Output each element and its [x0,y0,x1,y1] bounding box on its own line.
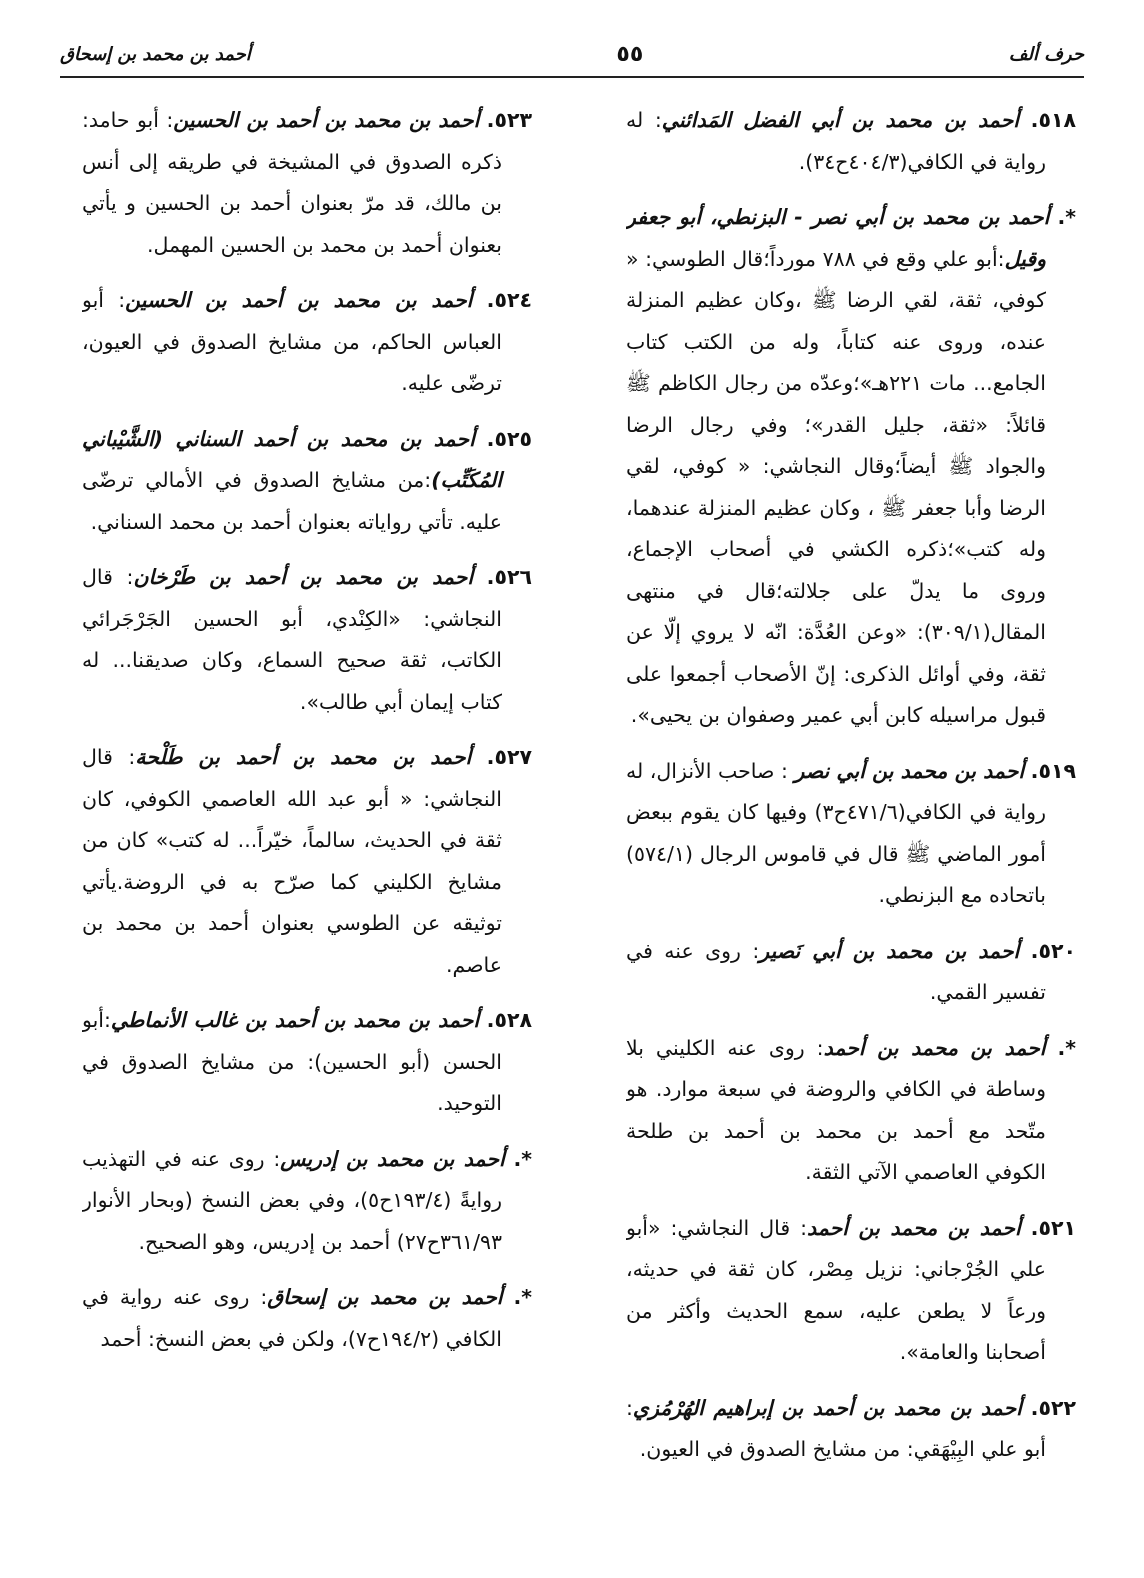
entry [82,557,532,723]
entry-number: ٥٢٤. [486,288,532,312]
entry-name: أحمد بن محمد بن أبي نَصير [759,938,1020,963]
entry [82,280,532,405]
entry-name: أحمد بن محمد بن أحمد [823,1035,1046,1060]
entry-number: ٥١٩. [1030,758,1076,783]
page-number: ٥٥ [616,41,644,67]
entry [82,1139,532,1264]
entry-name: أحمد بن محمد بن أبي الفضل المَدائني [661,108,1020,132]
entry-text: : روى عنه رواية في الكافي (١٩٤/٢ح٧)، ولكن في بعض النسخ: أحمد [82,1285,502,1351]
entry-number: ٥١٨. [1030,108,1076,132]
entry-text: : أبو العباس الحاكم، من مشايخ الصدوق في العيون، ترضّى عليه. [82,288,502,395]
entry [626,931,1076,1014]
entry-text: : روى عنه الكليني بلا وساطة في الكافي والروضة في سبعة موارد. هو متّحد مع أحمد بن محمد بن أحمد بن طلحة الكوفي العاصمي الآتي الثقة. [626,1035,1046,1184]
entry [626,197,1076,737]
entry-name: أحمد بن محمد بن أحمد بن غالب الأنماطي [110,1008,480,1032]
entry-name: أحمد بن محمد بن أحمد السناني (الشَّيْباني المُكَتِّب) [82,426,502,492]
entry-number: ٥٢٠. [1030,938,1076,963]
entry-text: : قال النجاشي: «أبو علي الجُرْجاني: نزيل مِصْر، كان ثقة في حديثه، ورعاً لا يطعن عليه، سمع الحديث وأكثر من أصحابنا والعامة». [626,1215,1046,1364]
entry-number: *. [513,1146,532,1171]
entry-name: أحمد بن محمد بن أحمد بن الحسين [173,108,480,132]
entry [626,751,1076,917]
page-header [60,32,1084,78]
running-head: أحمد بن محمد بن إسحاق [60,43,251,65]
section-title: حرف ألف [1008,43,1084,65]
entry-number: *. [513,1285,532,1309]
entry-text: : قال النجاشي: « أبو عبد الله العاصمي الكوفي، كان ثقة في الحديث، سالماً، خيّراً... له كتب» كان من مشايخ الكليني كما صرّح به في الروضة.يأتي توثيقه عن الطوسي بعنوان أحمد بن محمد بن عاصم. [82,745,502,977]
entry-number: *. [1057,1035,1076,1060]
entry-name: أحمد بن محمد بن أبي نصر [794,758,1025,783]
entry-name: أحمد بن محمد بن إسحاق [267,1285,503,1309]
entry-text: :من مشايخ الصدوق في الأمالي ترضّى عليه. تأتي رواياته بعنوان أحمد بن محمد السناني. [82,468,502,534]
entry [82,419,532,544]
entry-name: أحمد بن محمد بن أحمد بن طَلْحة [135,745,472,769]
entry-number: ٥٢٢. [1030,1395,1076,1420]
entry [626,1388,1076,1471]
entry-number: ٥٢٣. [486,108,532,132]
entry-name: أحمد بن محمد بن أحمد [807,1215,1021,1240]
entry [82,1000,532,1125]
entry-text: : له رواية في الكافي(٤٠٤/٣ح٣٤). [626,108,1046,174]
entry-name: أحمد بن محمد بن إدريس [280,1146,505,1171]
entry-text: :أبو الحسن (أبو الحسين): من مشايخ الصدوق في التوحيد. [82,1008,502,1115]
right-column [626,100,1076,1558]
entry-text: : قال النجاشي: «الكِنْدي، أبو الحسين الجَرْجَرائي الكاتب، ثقة صحيح السماع، وكان صديقنا... له كتاب إيمان أبي طالب». [82,565,502,714]
entry-number: ٥٢٧. [486,745,532,769]
entry-text: : روى عنه في التهذيب روايةً (١٩٣/٤ح٥)، وفي بعض النسخ (وبحار الأنوار ٣٦١/٩٣ح٢٧) أحمد بن إدريس، وهو الصحيح. [82,1146,502,1254]
entry-name: أحمد بن محمد بن أحمد بن طَرْخان [133,565,474,589]
entry-name: أحمد بن محمد بن أبي نصر - البزنطي، أبو جعفر وقيل [626,205,1050,271]
entry-name: أحمد بن محمد بن أحمد بن الحسين [125,288,473,312]
entry-number: ٥٢٥. [486,426,532,451]
entry [82,100,532,266]
entry [82,737,532,986]
entry-number: *. [1057,205,1076,229]
entry-text: : أبو حامد: ذكره الصدوق في المشيخة في طريقه إلى أنس بن مالك، قد مرّ بعنوان أحمد بن الحسين و يأتي بعنوان أحمد بن محمد بن الحسين المهمل. [82,108,502,257]
entry [626,100,1076,183]
entry-number: ٥٢٨. [486,1008,532,1032]
entry [82,1277,532,1360]
entry-name: أحمد بن محمد بن أحمد بن إبراهيم الهُرْمُزي [632,1395,1022,1420]
entry-text: : صاحب الأنزال، له رواية في الكافي(٤٧١/٦ح٣) وفيها كان يقوم ببعض أمور الماضي ﷺ قال في قاموس الرجال (٥٧٤/١) باتحاده مع البزنطي. [626,758,1046,907]
entry [626,1028,1076,1194]
entry-text: : روى عنه في تفسير القمي. [626,938,1046,1004]
entry [626,1208,1076,1374]
entry-text: :أبو علي وقع في ٧٨٨ مورداً؛قال الطوسي: « كوفي، ثقة، لقي الرضا ﷺ ،وكان عظيم المنزلة عنده، وروى عنه كتاباً، وله من الكتب كتاب الجامع... مات ٢٢١هـ»؛وعدّه من رجال الكاظم ﷺ قائلاً: «ثقة، جليل القدر»؛ وفي رجال الرضا والجواد ﷺ أيضاً؛وقال النجاشي: « كوفي، لقي الرضا وأبا جعفر ﷺ ، وكان عظيم المنزلة عندهما، وله كتب»؛ذكره الكشي في أصحاب الإجماع، وروى ما يدلّ على جلالته؛قال في منتهى المقال(٣٠٩/١): «وعن العُدَّة: انّه لا يروي إلّا عن ثقة، وفي أوائل الذكرى: إنّ الأصحاب أجمعوا على قبول مراسيله كابن أبي عمير وصفوان بن يحيى». [626,246,1047,727]
entry-number: ٥٢٦. [486,565,532,589]
entry-number: ٥٢١. [1030,1215,1076,1240]
left-column [82,100,532,1558]
entry-text: : أبو علي البِيْهَقي: من مشايخ الصدوق في العيون. [626,1395,1046,1461]
